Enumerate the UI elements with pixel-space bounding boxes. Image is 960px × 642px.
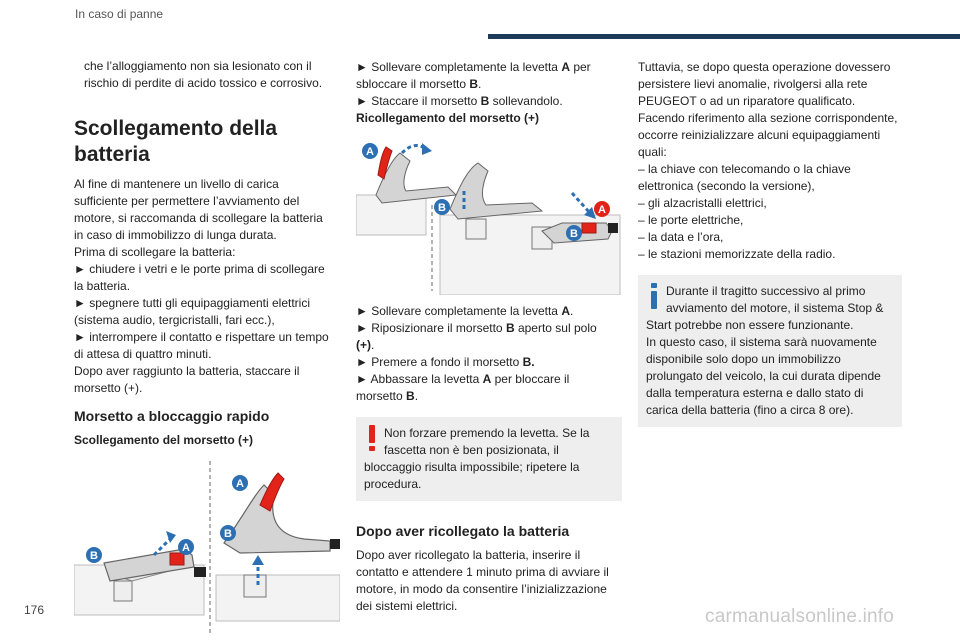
section-label: In caso di panne [75,7,164,21]
column-3 [638,59,902,427]
bullet-line: ► spegnere tutti gli equipaggiamenti elettrici [74,296,311,310]
paragraph-line: Tuttavia, se dopo questa operazione dovessero [638,60,891,74]
warning-note [356,417,622,501]
paragraph-line: Prima di scollegare la batteria: [74,245,236,259]
info-line: carica della batteria (fino a circa 8 ore). [646,403,854,417]
svg-text:A: A [598,204,606,216]
bullet-line: ► chiudere i vetri e le porte prima di scollegare [74,262,325,276]
intro-line: che l’alloggiamento non sia lesionato con il [84,59,312,73]
bullet-line: di attesa di quattro minuti. [74,347,212,361]
list-item: – le stazioni memorizzate della radio. [638,247,836,261]
paragraph-line: occorre reinizializzare alcuni equipaggiamenti [638,128,881,142]
bullet-line: (sistema audio, tergicristalli, fari ecc.), [74,313,275,327]
paragraph-line: sufficiente per permettere l’avviamento del [74,194,300,208]
label-a-1 [362,143,378,159]
svg-text:B: B [438,202,446,214]
label-a-3 [594,201,610,217]
svg-text:B: B [224,528,232,540]
info-line: avviamento del motore, il sistema Stop & [666,301,884,315]
section-title: Scollegamento della batteria [74,117,278,166]
info-line: In questo caso, il sistema sarà nuovamente [646,335,877,349]
warning-line: bloccaggio risulta impossibile; ripetere la [364,460,580,474]
label-b-left [86,547,102,563]
info-line: prolungato del veicolo, la cui durata dipende [646,369,881,383]
paragraph-line: dei sistemi elettrici. [356,599,458,613]
page-number: 176 [24,603,45,617]
info-line: Durante il tragitto successivo al primo [666,284,866,298]
sub-heading: Scollegamento del morsetto (+) [74,433,254,447]
paragraph-line: contatto e attendere 1 minuto prima di avviare il [356,565,609,579]
warning-line: procedura. [364,477,422,491]
paragraph-line: in caso di immobilizzo di lunga durata. [74,228,277,242]
subsection-title: Dopo aver ricollegato la batteria [356,523,570,539]
svg-text:A: A [236,478,244,490]
svg-text:A: A [366,146,374,158]
step-line: ► Riposizionare il morsetto B aperto sul polo [356,321,597,335]
paragraph-line: Dopo aver raggiunto la batteria, staccare il [74,364,300,378]
intro-line: rischio di perdite di acido tossico e corrosivo. [84,76,323,90]
info-line: Start potrebbe non essere funzionante. [646,318,854,332]
bullet-line: ► interrompere il contatto e rispettare un tempo [74,330,329,344]
column-1 [74,58,340,637]
step-line: ► Premere a fondo il morsetto B. [356,355,535,369]
info-line: dalla temperatura esterna e dallo stato di [646,386,864,400]
svg-text:B: B [570,228,578,240]
paragraph-line: persistere lievi anomalie, rivolgersi alla rete [638,77,868,91]
paragraph-line: PEUGEOT o ad un riparatore qualificato. [638,94,856,108]
paragraph-line: motore, si raccomanda di scollegare la batteria [74,211,323,225]
subsection-title: Morsetto a bloccaggio rapido [74,408,270,424]
step-line: morsetto B. [356,389,419,403]
warning-icon [362,423,382,453]
paragraph-line: motore, in modo da consentire l’inizializzazione [356,582,607,596]
step-line: ► Sollevare completamente la levetta A. [356,304,574,318]
svg-text:A: A [182,542,190,554]
info-line: disponibile solo dopo un immobilizzo [646,352,841,366]
step-line: ► Sollevare completamente la levetta A per [356,60,591,74]
step-line: sbloccare il morsetto B. [356,77,482,91]
list-item: elettronica (secondo la versione), [638,179,815,193]
paragraph-line: Al fine di mantenere un livello di carica [74,177,279,191]
header-bar [488,34,960,39]
label-a-right [232,475,248,491]
step-line: ► Abbassare la levetta A per bloccare il [356,372,570,386]
paragraph-line: morsetto (+). [74,381,143,395]
list-item: – gli alzacristalli elettrici, [638,196,767,210]
reconnect-figure [356,139,622,295]
label-b-right [220,525,236,541]
info-icon [644,281,664,311]
warning-line: fascetta non è ben posizionata, il [384,443,559,457]
watermark: carmanualsonline.info [705,606,895,627]
sub-heading: Ricollegamento del morsetto (+) [356,111,540,125]
label-b-3 [566,225,582,241]
paragraph-line: Facendo riferimento alla sezione corrispondente, [638,111,898,125]
bullet-line: la batteria. [74,279,131,293]
column-2 [356,59,622,615]
paragraph-line: Dopo aver ricollegato la batteria, inserire il [356,548,581,562]
disconnect-figure [74,455,340,637]
label-a-left [178,539,194,555]
list-item: – la chiave con telecomando o la chiave [638,162,851,176]
step-line: (+). [356,338,375,352]
list-item: – la data e l’ora, [638,230,724,244]
step-line: ► Staccare il morsetto B sollevandolo. [356,94,563,108]
warning-line: Non forzare premendo la levetta. Se la [384,426,590,440]
svg-text:B: B [90,550,98,562]
paragraph-line: quali: [638,145,667,159]
list-item: – le porte elettriche, [638,213,744,227]
info-note [638,275,902,427]
label-b-2 [434,199,450,215]
